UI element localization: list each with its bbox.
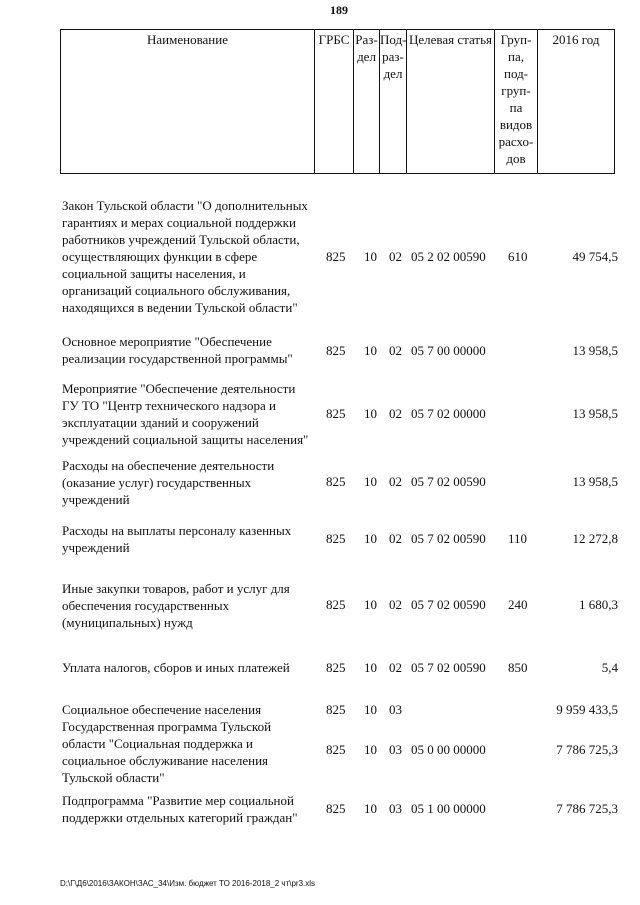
- row-podrazdel: 02: [389, 531, 402, 546]
- header-year: 2016 год: [552, 32, 600, 47]
- row-sum: 7 786 725,3: [556, 742, 618, 757]
- header-podrazdel: [380, 31, 406, 82]
- row-sum: 13 958,5: [572, 406, 618, 421]
- row-celevaya: 05 7 02 00590: [411, 531, 486, 546]
- row-grbs: 825: [326, 660, 346, 675]
- row-celevaya: 05 7 02 00590: [411, 474, 486, 489]
- row-razdel: 10: [364, 742, 377, 757]
- row-podrazdel: 02: [389, 474, 402, 489]
- row-podrazdel: 02: [389, 406, 402, 421]
- header-razdel-line: дел: [357, 49, 376, 64]
- row-name: Основное мероприятие "Обеспечение реализации государственной программы": [62, 334, 293, 366]
- header-razdel: [354, 31, 379, 65]
- row-podrazdel: 03: [389, 702, 402, 717]
- row-razdel: 10: [364, 406, 377, 421]
- row-name: Подпрограмма "Развитие мер социальной поддержки отдельных категорий граждан": [62, 793, 298, 825]
- row-sum: 12 272,8: [572, 531, 618, 546]
- row-grbs: 825: [326, 343, 346, 358]
- header-vid-line: груп-: [501, 83, 531, 98]
- header-vid-line: па,: [508, 49, 524, 64]
- row-vid: 240: [508, 597, 528, 612]
- row-sum: 13 958,5: [572, 474, 618, 489]
- header-vid-line: дов: [506, 151, 526, 166]
- row-grbs: 825: [326, 702, 346, 717]
- row-grbs: 825: [326, 406, 346, 421]
- row-name: Закон Тульской области "О дополнительных гарантиях и мерах социальной поддержки работников учреждений Тульской области, осуществляющих функции в сфере социальной защиты населения, и организаций социального обслуживания, находящихся в ведении Тульской области": [62, 198, 308, 315]
- row-razdel: 10: [364, 474, 377, 489]
- row-grbs: 825: [326, 531, 346, 546]
- header-vid-line: па: [509, 100, 523, 115]
- row-name: Уплата налогов, сборов и иных платежей: [62, 660, 290, 675]
- row-sum: 13 958,5: [572, 343, 618, 358]
- row-podrazdel: 02: [389, 597, 402, 612]
- row-name: Иные закупки товаров, работ и услуг для обеспечения государственных (муниципальных) нужд: [62, 581, 290, 630]
- row-celevaya: 05 0 00 00000: [411, 742, 486, 757]
- row-razdel: 10: [364, 249, 377, 264]
- row-razdel: 10: [364, 801, 377, 816]
- row-celevaya: 05 7 02 00590: [411, 597, 486, 612]
- row-sum: 1 680,3: [579, 597, 618, 612]
- row-razdel: 10: [364, 702, 377, 717]
- header-vid-line: под-: [503, 66, 529, 81]
- row-name: Расходы на обеспечение деятельности (оказание услуг) государственных учреждений: [62, 458, 275, 507]
- row-podrazdel: 03: [389, 742, 402, 757]
- row-razdel: 10: [364, 597, 377, 612]
- header-vid-line: расхо-: [498, 134, 534, 149]
- row-celevaya: 05 2 02 00590: [411, 249, 486, 264]
- row-podrazdel: 02: [389, 660, 402, 675]
- header-podrazdel-line: Под-: [380, 32, 407, 47]
- row-grbs: 825: [326, 474, 346, 489]
- header-vid-line: Груп-: [500, 32, 532, 47]
- row-grbs: 825: [326, 249, 346, 264]
- file-path-footer: D:\Г\Д6\2016\ЗАКОН\ЗАС_34\Изм. бюджет ТО 2016-2018_2 чт\pr3.xls: [60, 879, 316, 888]
- row-vid: 110: [508, 531, 528, 546]
- header-celevaya: Целевая статья: [408, 32, 492, 47]
- header-vid-line: видов: [499, 117, 533, 132]
- row-celevaya: 05 7 00 00000: [411, 343, 486, 358]
- row-razdel: 10: [364, 531, 377, 546]
- row-celevaya: 05 7 02 00000: [411, 406, 486, 421]
- row-name: Расходы на выплаты персоналу казенных учреждений: [62, 523, 292, 555]
- row-podrazdel: 02: [389, 343, 402, 358]
- row-sum: 7 786 725,3: [556, 801, 618, 816]
- row-razdel: 10: [364, 660, 377, 675]
- row-celevaya: 05 7 02 00590: [411, 660, 486, 675]
- row-name: Государственная программа Тульской области "Социальная поддержка и социальное обслуживание населения Тульской области": [62, 719, 272, 785]
- row-grbs: 825: [326, 742, 346, 757]
- row-sum: 49 754,5: [572, 249, 618, 264]
- row-name: Социальное обеспечение населения: [62, 702, 262, 717]
- row-vid: 850: [508, 660, 528, 675]
- row-celevaya: 05 1 00 00000: [411, 801, 486, 816]
- header-podrazdel-line: дел: [383, 66, 403, 81]
- header-grbs: ГРБС: [318, 32, 350, 47]
- row-sum: 9 959 433,5: [556, 702, 618, 717]
- page-number: 189: [330, 3, 348, 17]
- row-name: Мероприятие "Обеспечение деятельности ГУ ТО "Центр технического надзора и эксплуатации зданий и сооружений учреждений социальной защиты населения": [62, 381, 309, 447]
- row-grbs: 825: [326, 801, 346, 816]
- header-vid: [495, 31, 537, 167]
- row-razdel: 10: [364, 343, 377, 358]
- row-podrazdel: 03: [389, 801, 402, 816]
- header-razdel-line: Раз-: [355, 32, 378, 47]
- header-name: Наименование: [147, 32, 228, 47]
- row-podrazdel: 02: [389, 249, 402, 264]
- row-grbs: 825: [326, 597, 346, 612]
- row-sum: 5,4: [601, 660, 618, 675]
- header-podrazdel-line: раз-: [382, 49, 404, 64]
- row-vid: 610: [508, 249, 528, 264]
